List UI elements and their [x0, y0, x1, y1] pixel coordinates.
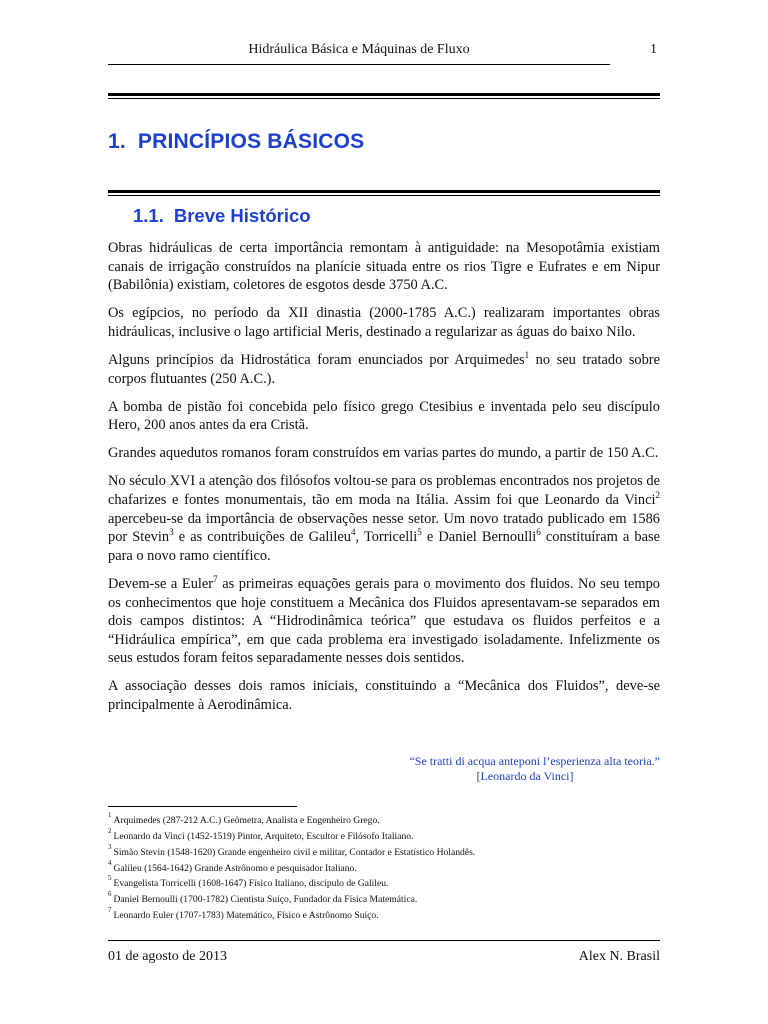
- footnote-ref: 3: [169, 527, 174, 538]
- footnote-text: Evangelista Torricelli (1608-1647) Físico Italiano, discípulo de Galileu.: [113, 878, 389, 890]
- quote-author: [Leonardo da Vinci]: [476, 769, 574, 783]
- footnote-separator: [108, 806, 297, 807]
- chapter-top-rule: [108, 93, 660, 99]
- chapter-bottom-rule: [108, 190, 660, 196]
- paragraph-text: e Daniel Bernoulli: [421, 529, 537, 546]
- chapter-number: 1.: [108, 130, 126, 153]
- paragraph-text: no seu tratado sobre corpos flutuantes (250 A.C.).: [108, 351, 660, 387]
- footnote-text: Daniel Bernoulli (1700-1782) Cientista Suíço, Fundador da Física Matemática.: [113, 894, 418, 906]
- paragraph: [108, 304, 660, 341]
- paragraph-text: A bomba de pistão foi concebida pelo físico grego Ctesibius e inventada pelo seu discípulo Hero, 200 anos antes da era Cristã.: [108, 398, 660, 434]
- page-number: 1: [650, 42, 657, 57]
- footnote: [108, 874, 660, 891]
- paragraph-text: Grandes aquedutos romanos foram construídos em varias partes do mundo, a partir de 150 A.C.: [108, 445, 659, 462]
- section-title: [133, 205, 311, 227]
- footnote-ref: 5: [417, 527, 422, 538]
- paragraph-text: A associação desses dois ramos iniciais, constituindo a “Mecânica dos Fluidos”, deve-se principalmente à Aerodinâmica.: [108, 678, 660, 713]
- chapter-title-text: PRINCÍPIOS BÁSICOS: [137, 130, 365, 153]
- footnote-number: 7: [108, 905, 112, 914]
- paragraph: [108, 444, 660, 463]
- quote-text: “Se tratti di acqua anteponi l’esperienza alta teoria.”: [409, 754, 660, 768]
- paragraph: [108, 398, 660, 435]
- paragraph: [108, 575, 660, 668]
- footnote-ref: 7: [213, 574, 218, 585]
- footnote: [108, 811, 660, 828]
- section-number: 1.1.: [133, 205, 164, 226]
- footnote: [108, 905, 660, 923]
- footnote-text: Simão Stevin (1548-1620) Grande engenheiro civil e militar, Contador e Estatístico Holandês.: [113, 846, 476, 858]
- footnote: [108, 842, 660, 860]
- footnote-ref: 2: [655, 490, 660, 501]
- footnote-text: Leonardo Euler (1707-1783) Matemático, Físico e Astrônomo Suíço.: [113, 909, 379, 921]
- footnote-number: 5: [108, 874, 112, 883]
- footnote-text: Leonardo da Vinci (1452-1519) Pintor, Arquiteto, Escultor e Filósofo Italiano.: [113, 830, 414, 842]
- paragraph: [108, 472, 660, 565]
- paragraph-text: as primeiras equações gerais para o movimento dos fluidos. No seu tempo os conhecimentos que hoje constituem a Mecânica dos Fluidos apresentavam-se separados em dois campos distintos: A “Hidrodinâmica teórica” que estudava os fluidos perfeitos e a “Hidráulica empírica”, em que cada problema era investigado isoladamente. Infelizmente os seus estudos foram feitos separadamente nesses dois sentidos.: [108, 575, 660, 667]
- page-footer: [108, 940, 660, 964]
- footer-date: 01 de agosto de 2013: [108, 949, 227, 964]
- body-text: [108, 239, 660, 724]
- footnote: [108, 858, 660, 876]
- paragraph: [108, 351, 660, 388]
- footnote: [108, 826, 660, 844]
- footnote-number: 6: [108, 890, 112, 899]
- footnote-text: Arquimedes (287-212 A.C.) Geômetra, Analista e Engenheiro Grego.: [113, 815, 380, 827]
- footnote: [108, 890, 660, 907]
- footnote-ref: 4: [351, 527, 356, 538]
- paragraph-text: , Torricelli: [355, 529, 418, 546]
- paragraph-text: Devem-se a Euler: [108, 575, 214, 592]
- footer-author: Alex N. Brasil: [578, 949, 660, 964]
- footnote-number: 3: [108, 842, 112, 851]
- paragraph-text: Alguns princípios da Hidrostática foram enunciados por Arquimedes: [108, 351, 525, 368]
- footnote-number: 1: [108, 811, 112, 820]
- paragraph-text: Obras hidráulicas de certa importância remontam à antiguidade: na Mesopotâmia existiam canais de irrigação construídos na planície situada entre os rios Tigre e Eufrates e em Nipur (Babilônia) existiam, coletores de esgotos desde 3750 A.C.: [108, 240, 660, 294]
- footnote-number: 4: [108, 858, 112, 867]
- chapter-title: [108, 130, 364, 154]
- epigraph-quote: [360, 754, 660, 784]
- footnote-ref: 6: [536, 527, 541, 538]
- paragraph-text: Os egípcios, no período da XII dinastia (2000-1785 A.C.) realizaram importantes obras hidráulicas, inclusive o lago artificial Meris, destinado a regularizar as águas do baixo Nilo.: [108, 305, 660, 340]
- paragraph-text: e as contribuições de Galileu: [173, 529, 351, 546]
- paragraph: [108, 239, 660, 295]
- running-header: [108, 42, 610, 65]
- header-title: Hidráulica Básica e Máquinas de Fluxo: [248, 42, 470, 57]
- footnote-number: 2: [108, 826, 112, 835]
- section-title-text: Breve Histórico: [173, 205, 311, 226]
- footnote-ref: 1: [524, 350, 530, 361]
- footnote-text: Galileu (1564-1642) Grande Astrônomo e pesquisador Italiano.: [113, 862, 357, 874]
- paragraph-text: apercebeu-se da importância de observações nesse setor. Um novo tratado publicado em 1586 por Stevin: [108, 510, 660, 546]
- paragraph: [108, 677, 660, 714]
- footnotes: [108, 812, 660, 922]
- paragraph-text: constituíram a base para o novo ramo científico.: [108, 529, 660, 564]
- paragraph-text: No século XVI a atenção dos filósofos voltou-se para os problemas encontrados nos projetos de chafarizes e fontes monumentais, tão em moda na Itália. Assim foi que Leonardo da Vinci: [108, 473, 660, 509]
